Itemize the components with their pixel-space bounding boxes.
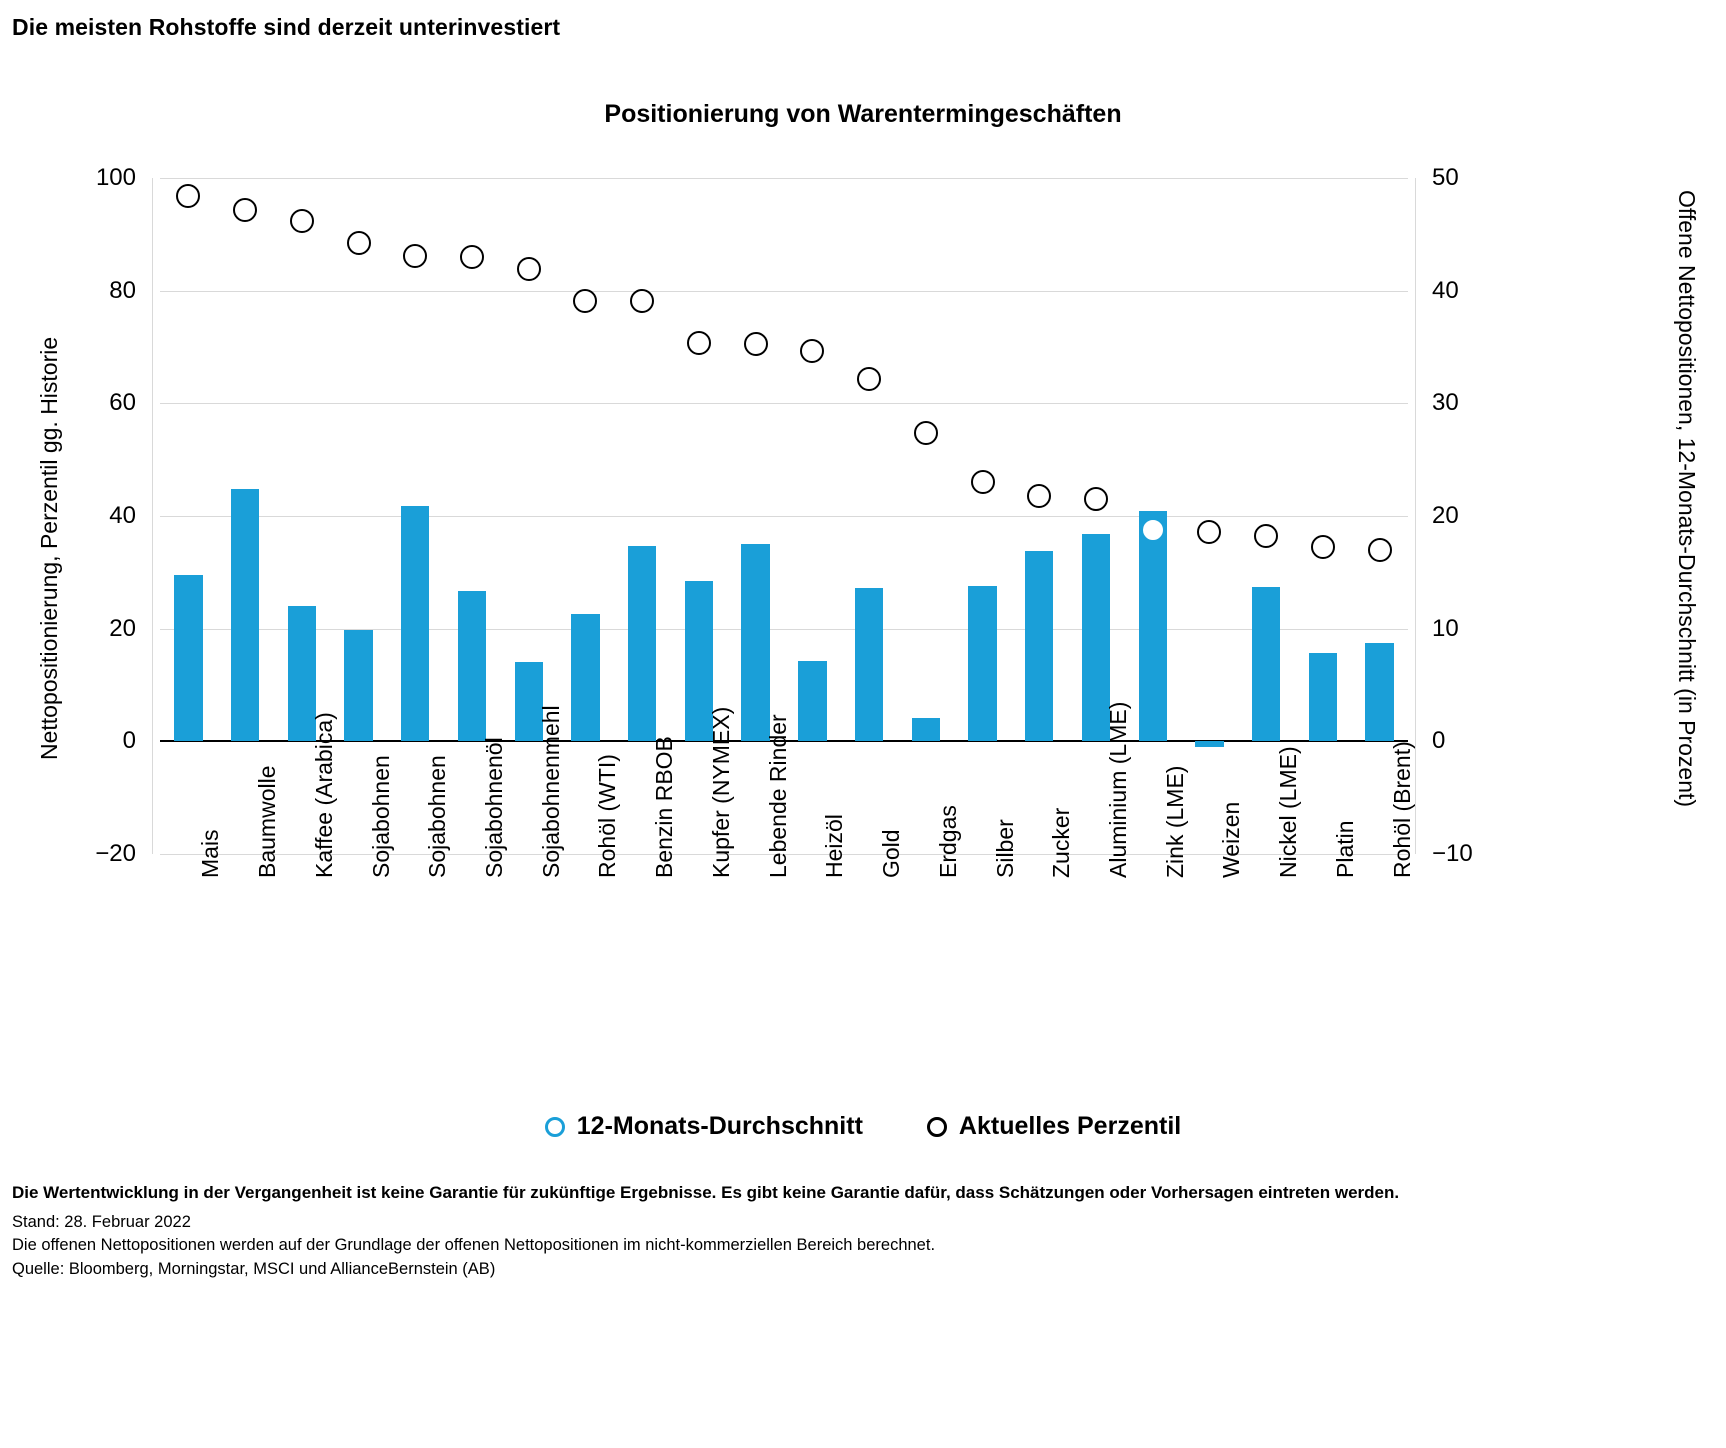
y-axis-right-tick: 40: [1432, 276, 1459, 304]
percentile-marker: [1141, 518, 1165, 542]
bar: [1139, 511, 1167, 741]
x-axis-category-label: Sojabohnenmehl: [537, 705, 564, 878]
x-axis-category-label: Benzin RBOB: [651, 736, 678, 878]
gridline: [160, 516, 1408, 517]
percentile-marker: [290, 209, 314, 233]
percentile-marker: [1197, 520, 1221, 544]
bar: [458, 591, 486, 741]
y-axis-right-title: Offene Nettopositionen, 12-Monats-Durchschnitt (in Prozent): [1674, 190, 1700, 808]
x-axis-category-label: Erdgas: [934, 805, 961, 878]
bar: [912, 718, 940, 742]
percentile-marker: [1368, 538, 1392, 562]
y-axis-left-tick: −20: [95, 840, 136, 867]
bar: [968, 586, 996, 741]
x-axis-category-label: Mais: [197, 829, 224, 878]
bar: [401, 506, 429, 741]
x-axis-category-label: Heizöl: [821, 814, 848, 878]
bar: [174, 575, 202, 742]
percentile-marker: [687, 331, 711, 355]
chart-title: Positionierung von Warentermingeschäften: [604, 100, 1122, 128]
y-axis-right-tick: 20: [1432, 502, 1459, 529]
y-axis-left-tick: 100: [95, 164, 136, 191]
circle-marker-icon: [545, 1117, 565, 1137]
percentile-marker: [914, 421, 938, 445]
gridline: [160, 291, 1408, 292]
percentile-marker: [1311, 535, 1335, 559]
x-axis-category-label: Rohöl (Brent): [1388, 741, 1415, 878]
percentile-marker: [233, 198, 257, 222]
x-axis-category-label: Sojabohnen: [424, 755, 451, 878]
legend-item-percentile: [927, 1112, 1181, 1141]
legend-label-percentile: Aktuelles Perzentil: [958, 1112, 1182, 1140]
y-axis-left-title: Nettopositionierung, Perzentil gg. Historie: [36, 336, 62, 760]
gridline: [160, 178, 1408, 179]
footnote-disclaimer: Die Wertentwicklung in der Vergangenheit ist keine Garantie für zukünftige Ergebnisse. Es gibt keine Garantie dafür, dass Schätzungen oder Vorhersagen eintreten werden.: [12, 1183, 1400, 1202]
x-axis-category-label: Zucker: [1048, 807, 1075, 878]
percentile-marker: [1027, 484, 1051, 508]
percentile-marker: [460, 245, 484, 269]
bar: [571, 614, 599, 741]
footnote-source: Quelle: Bloomberg, Morningstar, MSCI und AllianceBernstein (AB): [12, 1259, 496, 1278]
percentile-marker: [403, 244, 427, 268]
gridline: [160, 403, 1408, 404]
bar: [1365, 643, 1393, 741]
x-axis-category-label: Sojabohnen: [367, 755, 394, 878]
y-axis-left-tick: 20: [109, 614, 136, 642]
percentile-marker: [971, 470, 995, 494]
y-axis-left-tick: 40: [109, 502, 136, 529]
percentile-marker: [744, 332, 768, 356]
y-axis-left-tick: 0: [122, 727, 136, 755]
bar: [1195, 741, 1223, 747]
y-axis-left-tick: 60: [109, 389, 136, 417]
x-axis-category-label: Weizen: [1218, 801, 1245, 878]
x-axis-category-label: Gold: [878, 829, 905, 878]
footnote-method: Die offenen Nettopositionen werden auf der Grundlage der offenen Nettopositionen im nicht-kommerziellen Bereich berechnet.: [12, 1236, 936, 1255]
y-axis-left-line: [152, 178, 153, 854]
bar: [798, 661, 826, 741]
circle-marker-icon: [927, 1117, 947, 1137]
page-headline: Die meisten Rohstoffe sind derzeit unterinvestiert: [12, 14, 561, 40]
percentile-marker: [176, 184, 200, 208]
y-axis-right-tick: 10: [1432, 614, 1459, 642]
bar: [855, 588, 883, 741]
x-axis-category-label: Platin: [1331, 820, 1358, 878]
bar: [1025, 551, 1053, 741]
x-axis-category-label: Nickel (LME): [1275, 746, 1302, 878]
percentile-marker: [1084, 487, 1108, 511]
y-axis-right-tick: 50: [1432, 164, 1459, 191]
legend-label-average: 12-Monats-Durchschnitt: [576, 1112, 863, 1140]
y-axis-right-tick: 30: [1432, 389, 1459, 417]
bar: [344, 630, 372, 742]
bar: [628, 546, 656, 741]
bar: [231, 489, 259, 741]
percentile-marker: [573, 289, 597, 313]
y-axis-left-tick: 80: [109, 276, 136, 304]
x-axis-category-label: Aluminium (LME): [1105, 701, 1131, 878]
percentile-marker: [630, 289, 654, 313]
y-axis-right-tick: −10: [1432, 840, 1473, 867]
x-axis-category-label: Zink (LME): [1161, 765, 1188, 878]
bar: [1252, 587, 1280, 741]
percentile-marker: [857, 367, 881, 391]
x-axis-category-label: Silber: [991, 819, 1018, 878]
bar: [741, 544, 769, 741]
bar: [1309, 653, 1337, 741]
x-axis-category-label: Baumwolle: [254, 765, 281, 878]
x-axis-category-label: Lebende Rinder: [764, 714, 791, 878]
footnotes: [12, 1182, 1714, 1281]
y-axis-right-tick: 0: [1432, 727, 1446, 755]
footnote-as-of: Stand: 28. Februar 2022: [12, 1212, 191, 1231]
x-axis-category-label: Rohöl (WTI): [594, 754, 621, 878]
x-axis-category-label: Kaffee (Arabica): [310, 712, 337, 878]
percentile-marker: [1254, 524, 1278, 548]
percentile-marker: [800, 339, 824, 363]
legend-item-average: [545, 1112, 863, 1141]
chart-legend: [0, 1112, 1726, 1141]
percentile-marker: [517, 257, 541, 281]
x-axis-category-label: Sojabohnenöl: [481, 737, 507, 878]
x-axis-category-label: Kupfer (NYMEX): [707, 706, 734, 878]
percentile-marker: [347, 231, 371, 255]
